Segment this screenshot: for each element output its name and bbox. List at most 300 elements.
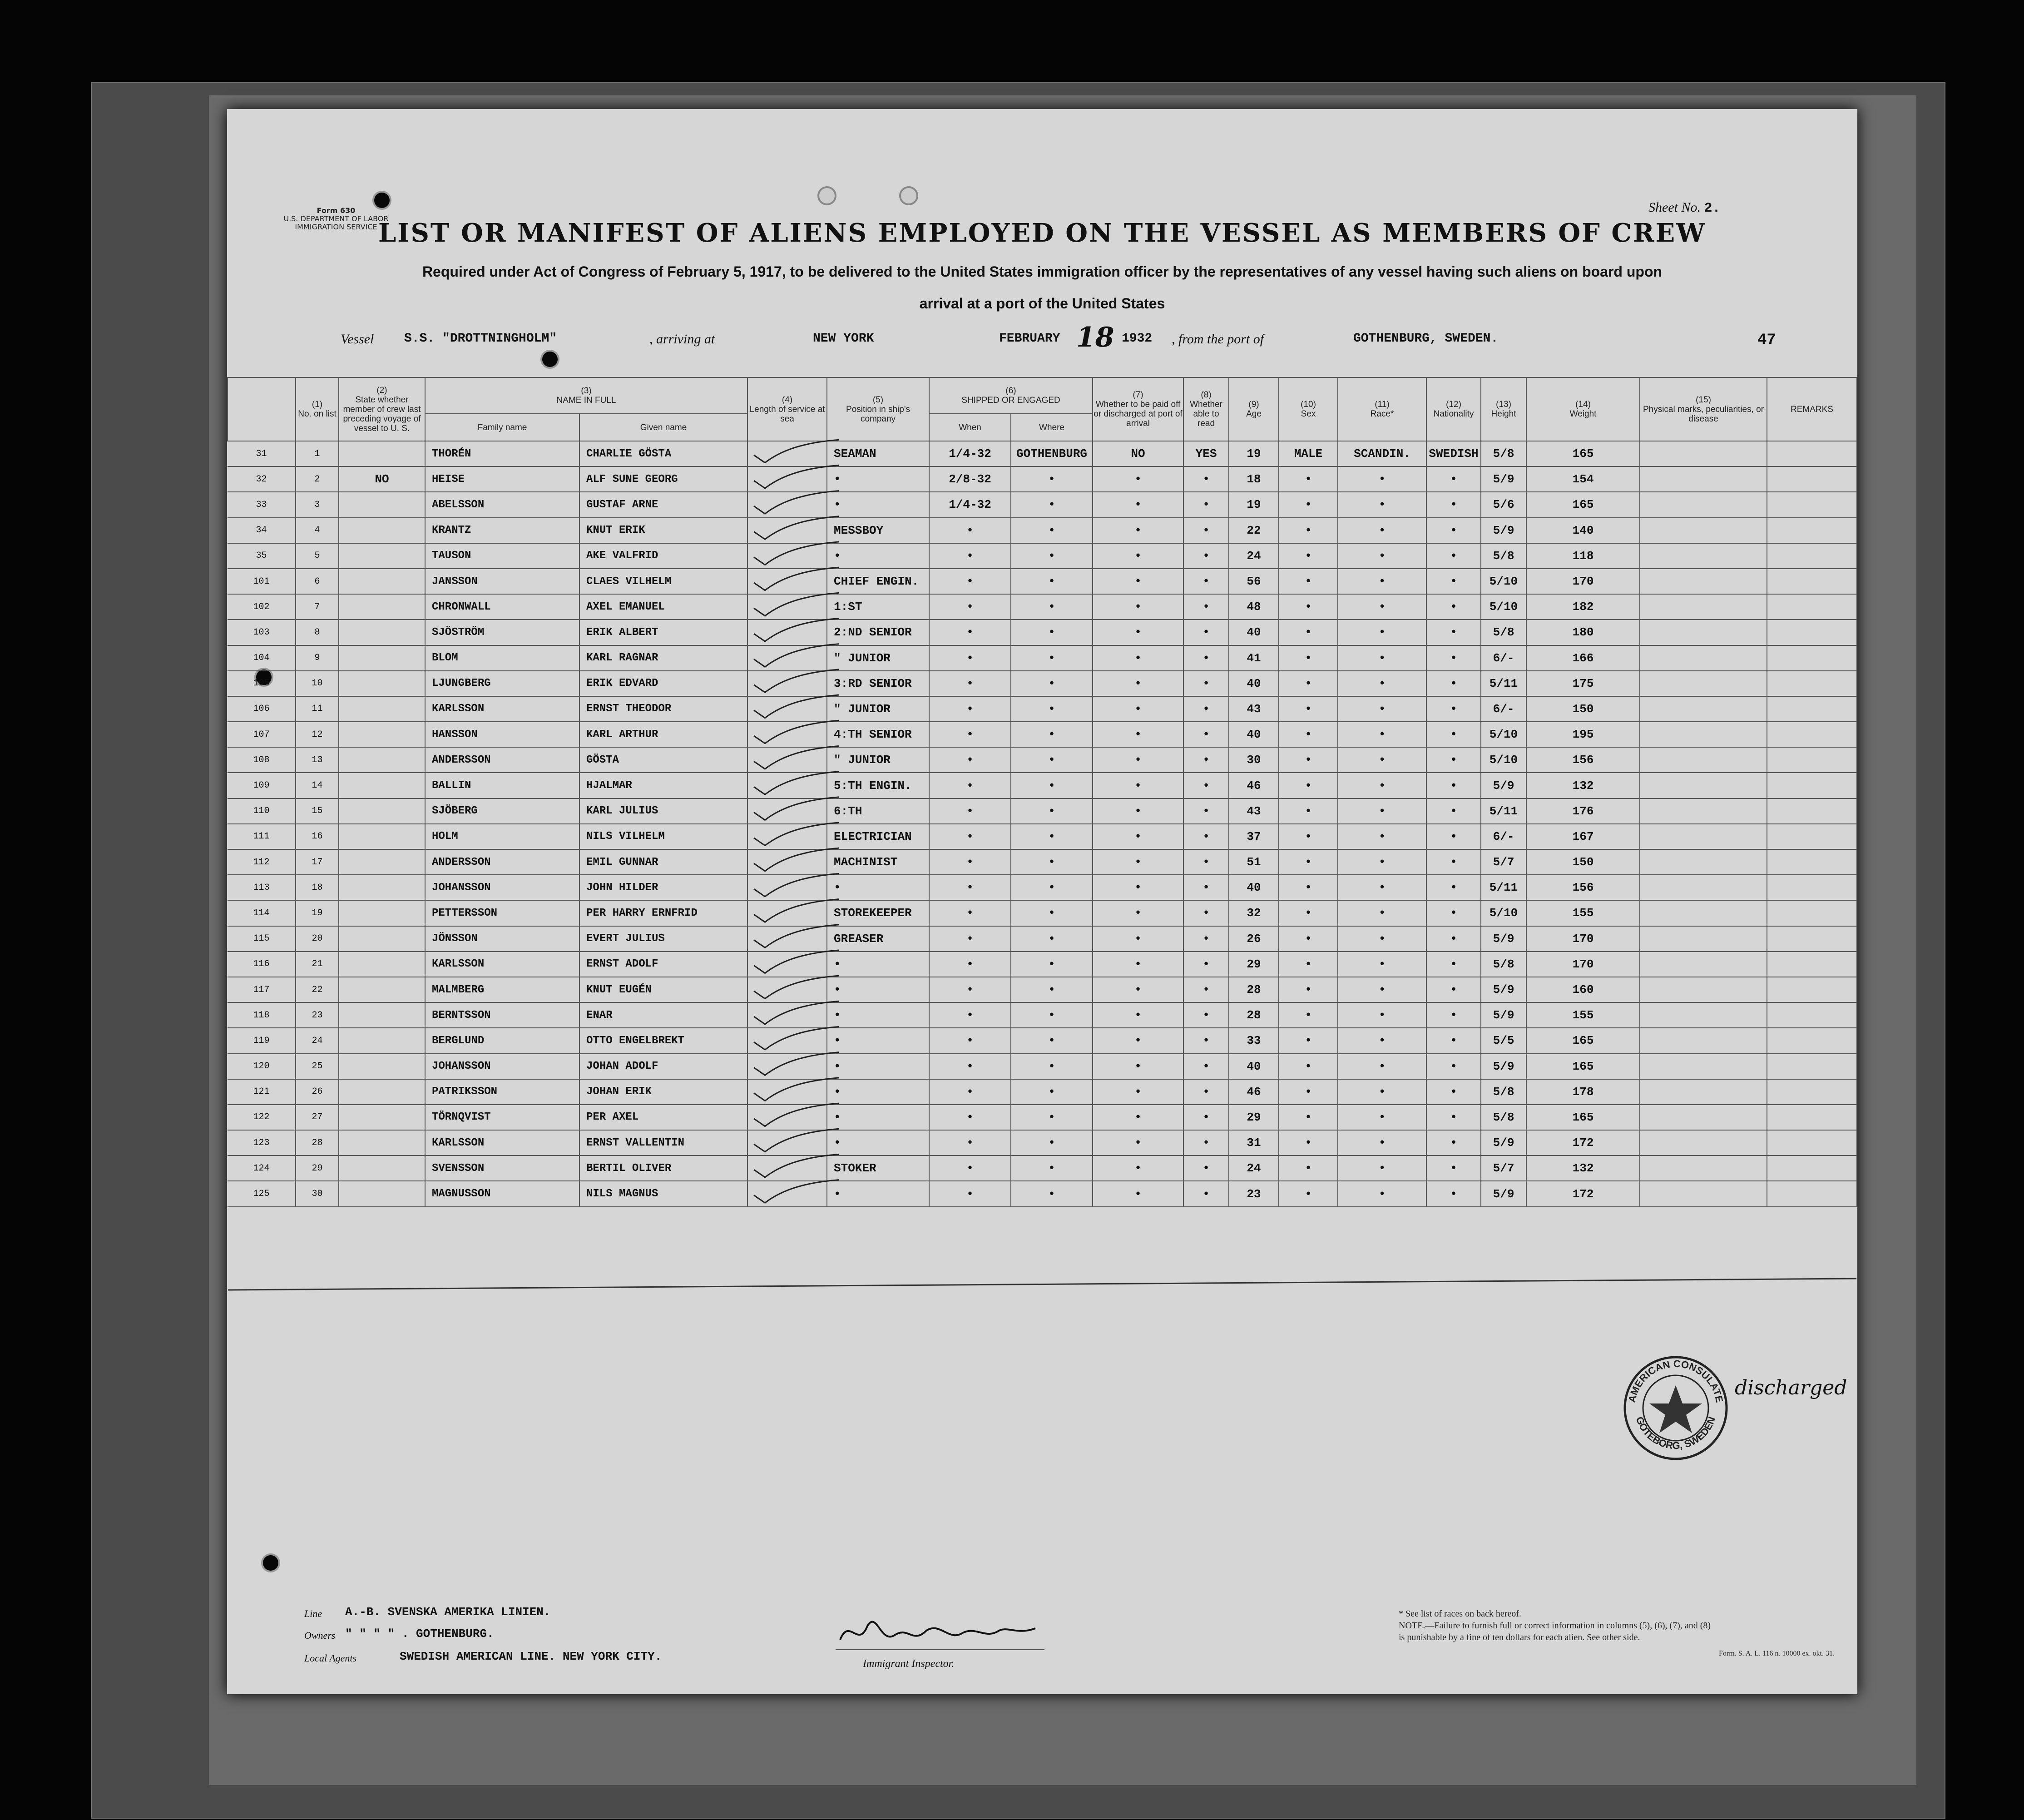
weight-cell: 182 (1526, 594, 1640, 620)
table-row (228, 645, 1857, 671)
margin-number-cell: 114 (228, 900, 296, 926)
height-cell: 5/7 (1481, 849, 1526, 875)
able-to-read-cell (1183, 569, 1229, 594)
height-cell: 5/7 (1481, 1155, 1526, 1181)
margin-number-cell: 34 (228, 518, 296, 543)
race-cell (1338, 569, 1426, 594)
given-name-cell: KNUT EUGÉN (579, 977, 747, 1002)
given-name-cell: ERNST VALLENTIN (579, 1130, 747, 1155)
physical-marks-cell (1640, 849, 1767, 875)
stamp-top-text: AMERICAN CONSULATE (1626, 1358, 1726, 1403)
previous-voyage-cell (339, 696, 425, 722)
margin-number-cell: 35 (228, 543, 296, 569)
remarks-cell (1767, 875, 1857, 900)
family-name-cell: KARLSSON (425, 1130, 579, 1155)
table-row (228, 441, 1857, 466)
height-cell: 5/9 (1481, 466, 1526, 492)
list-number-cell: 8 (296, 620, 339, 645)
given-name-cell: ERNST THEODOR (579, 696, 747, 722)
shipped-where-cell (1011, 875, 1093, 900)
margin-header (228, 377, 296, 441)
race-cell (1338, 1079, 1426, 1105)
remark-discharged: discharged (1735, 1376, 1847, 1399)
position-cell (827, 1105, 929, 1130)
remarks-cell (1767, 620, 1857, 645)
punch-hole (817, 186, 836, 205)
given-name-cell: EVERT JULIUS (579, 926, 747, 952)
service-length-cell (747, 441, 827, 466)
age-cell: 40 (1229, 722, 1279, 747)
margin-number-cell: 118 (228, 1002, 296, 1028)
list-number-cell: 16 (296, 824, 339, 849)
physical-marks-cell (1640, 569, 1767, 594)
list-number-cell: 6 (296, 569, 339, 594)
table-row (228, 569, 1857, 594)
table-row (228, 926, 1857, 952)
given-name-cell: KNUT ERIK (579, 518, 747, 543)
shipped-where-cell (1011, 1181, 1093, 1206)
family-name-header: Family name (425, 414, 579, 441)
shipped-where-cell (1011, 926, 1093, 952)
height-cell: 5/8 (1481, 1105, 1526, 1130)
family-name-cell: ANDERSSON (425, 747, 579, 773)
height-cell: 5/8 (1481, 1079, 1526, 1105)
nationality-cell (1426, 1130, 1481, 1155)
shipped-where-cell (1011, 492, 1093, 517)
able-to-read-cell (1183, 1079, 1229, 1105)
arrival-day: 18 (1076, 322, 1114, 353)
service-length-cell (747, 1130, 827, 1155)
race-cell (1338, 645, 1426, 671)
shipped-where-cell (1011, 952, 1093, 977)
position-cell (827, 1079, 929, 1105)
weight-cell: 175 (1526, 671, 1640, 696)
position-cell: 1:ST (827, 594, 929, 620)
position-cell (827, 875, 929, 900)
weight-cell: 167 (1526, 824, 1640, 849)
stamp-bottom-text: GÖTEBORG, SWEDEN (1633, 1415, 1718, 1452)
weight-cell: 165 (1526, 1028, 1640, 1053)
weight-cell: 150 (1526, 849, 1640, 875)
service-length-cell (747, 569, 827, 594)
service-length-cell (747, 1054, 827, 1079)
able-to-read-cell (1183, 722, 1229, 747)
arriving-port: NEW YORK (813, 332, 874, 346)
given-name-cell: GÖSTA (579, 747, 747, 773)
sheet-label: Sheet No. (1648, 200, 1701, 215)
height-cell: 5/9 (1481, 1002, 1526, 1028)
shipped-where-cell: GOTHENBURG (1011, 441, 1093, 466)
sex-cell (1279, 696, 1338, 722)
service-length-cell (747, 671, 827, 696)
sex-cell (1279, 1130, 1338, 1155)
family-name-cell: SJÖSTRÖM (425, 620, 579, 645)
age-cell: 19 (1229, 441, 1279, 466)
col9-header: (9) Age (1229, 377, 1279, 441)
physical-marks-cell (1640, 773, 1767, 798)
sex-cell (1279, 952, 1338, 977)
paid-off-cell (1093, 849, 1183, 875)
weight-cell: 160 (1526, 977, 1640, 1002)
physical-marks-cell (1640, 696, 1767, 722)
position-cell: MESSBOY (827, 518, 929, 543)
service-length-cell (747, 900, 827, 926)
height-cell: 5/8 (1481, 441, 1526, 466)
position-cell: STOREKEEPER (827, 900, 929, 926)
agents-label: Local Agents (304, 1652, 357, 1664)
table-row (228, 1105, 1857, 1130)
weight-cell: 165 (1526, 492, 1640, 517)
previous-voyage-cell (339, 900, 425, 926)
family-name-cell: MALMBERG (425, 977, 579, 1002)
consulate-stamp (1621, 1354, 1730, 1463)
able-to-read-cell (1183, 466, 1229, 492)
col4-header: (4) Length of service at sea (747, 377, 827, 441)
race-cell (1338, 543, 1426, 569)
form-code: Form. S. A. L. 116 n. 10000 ex. okt. 31. (1719, 1650, 1835, 1657)
service-length-cell (747, 1002, 827, 1028)
shipped-where-cell (1011, 671, 1093, 696)
height-cell: 5/10 (1481, 747, 1526, 773)
service-length-cell (747, 875, 827, 900)
age-cell: 28 (1229, 1002, 1279, 1028)
remarks-cell (1767, 747, 1857, 773)
weight-cell: 172 (1526, 1181, 1640, 1206)
shipped-where-cell (1011, 543, 1093, 569)
able-to-read-cell (1183, 696, 1229, 722)
family-name-cell: MAGNUSSON (425, 1181, 579, 1206)
service-length-cell (747, 1079, 827, 1105)
sex-cell (1279, 1054, 1338, 1079)
race-cell (1338, 466, 1426, 492)
arriving-label: , arriving at (649, 332, 715, 347)
family-name-cell: JANSSON (425, 569, 579, 594)
age-cell: 19 (1229, 492, 1279, 517)
margin-number-cell: 102 (228, 594, 296, 620)
shipped-where-cell (1011, 569, 1093, 594)
remarks-cell (1767, 441, 1857, 466)
family-name-cell: TAUSON (425, 543, 579, 569)
given-name-cell: NILS VILHELM (579, 824, 747, 849)
sex-cell (1279, 722, 1338, 747)
paid-off-cell (1093, 773, 1183, 798)
weight-cell: 156 (1526, 875, 1640, 900)
owners-label: Owners (304, 1630, 336, 1641)
family-name-cell: JOHANSSON (425, 1054, 579, 1079)
height-cell: 5/9 (1481, 1181, 1526, 1206)
family-name-cell: PETTERSSON (425, 900, 579, 926)
given-name-cell: KARL ARTHUR (579, 722, 747, 747)
col14-header: (14) Weight (1526, 377, 1640, 441)
sex-cell (1279, 849, 1338, 875)
shipped-where-cell (1011, 1054, 1093, 1079)
remarks-cell (1767, 773, 1857, 798)
remarks-cell (1767, 1181, 1857, 1206)
sex-cell (1279, 900, 1338, 926)
col12-header: (12) Nationality (1426, 377, 1481, 441)
table-row (228, 492, 1857, 517)
shipped-where-cell (1011, 696, 1093, 722)
nationality-cell (1426, 900, 1481, 926)
table-row (228, 952, 1857, 977)
paid-off-cell (1093, 798, 1183, 824)
list-number-cell: 13 (296, 747, 339, 773)
margin-number-cell: 105 (228, 671, 296, 696)
family-name-cell: ANDERSSON (425, 849, 579, 875)
margin-number-cell: 108 (228, 747, 296, 773)
shipped-where-cell (1011, 1130, 1093, 1155)
paid-off-cell (1093, 1105, 1183, 1130)
paid-off-cell (1093, 492, 1183, 517)
previous-voyage-cell (339, 569, 425, 594)
manifest-footer (227, 1599, 1857, 1690)
shipped-where-cell (1011, 849, 1093, 875)
family-name-cell: KARLSSON (425, 696, 579, 722)
position-cell: CHIEF ENGIN. (827, 569, 929, 594)
department: U.S. DEPARTMENT OF LABOR (283, 214, 389, 223)
table-row (228, 466, 1857, 492)
remarks-cell (1767, 518, 1857, 543)
position-cell (827, 492, 929, 517)
sex-cell (1279, 1155, 1338, 1181)
table-row (228, 1079, 1857, 1105)
service-length-cell (747, 620, 827, 645)
table-row (228, 849, 1857, 875)
family-name-cell: KARLSSON (425, 952, 579, 977)
margin-number-cell: 113 (228, 875, 296, 900)
paid-off-cell (1093, 620, 1183, 645)
crew-rows (228, 441, 1857, 1207)
shipped-when-cell (929, 696, 1011, 722)
vessel-name: S.S. "DROTTNINGHOLM" (404, 332, 557, 346)
nationality-cell (1426, 926, 1481, 952)
remarks-cell (1767, 671, 1857, 696)
height-cell: 5/9 (1481, 1130, 1526, 1155)
able-to-read-cell (1183, 977, 1229, 1002)
given-name-cell: CHARLIE GÖSTA (579, 441, 747, 466)
remarks-cell (1767, 1002, 1857, 1028)
list-number-cell: 20 (296, 926, 339, 952)
service-length-cell (747, 722, 827, 747)
margin-number-cell: 110 (228, 798, 296, 824)
previous-voyage-cell (339, 1002, 425, 1028)
family-name-cell: JÖNSSON (425, 926, 579, 952)
weight-cell: 154 (1526, 466, 1640, 492)
age-cell: 29 (1229, 1105, 1279, 1130)
vessel-label: Vessel (341, 332, 374, 347)
able-to-read-cell (1183, 645, 1229, 671)
shipped-when-cell (929, 671, 1011, 696)
paid-off-cell (1093, 900, 1183, 926)
previous-voyage-cell (339, 798, 425, 824)
list-number-cell: 28 (296, 1130, 339, 1155)
physical-marks-cell (1640, 620, 1767, 645)
given-name-cell: PER HARRY ERNFRID (579, 900, 747, 926)
margin-number-cell: 33 (228, 492, 296, 517)
list-number-cell: 14 (296, 773, 339, 798)
table-row (228, 1028, 1857, 1053)
margin-number-cell: 120 (228, 1054, 296, 1079)
age-cell: 31 (1229, 1130, 1279, 1155)
position-cell: STOKER (827, 1155, 929, 1181)
position-cell (827, 1130, 929, 1155)
shipped-when-cell: 1/4-32 (929, 492, 1011, 517)
paid-off-cell (1093, 747, 1183, 773)
shipped-where-cell (1011, 1002, 1093, 1028)
shipped-when-cell (929, 747, 1011, 773)
previous-voyage-cell (339, 518, 425, 543)
paid-off-cell (1093, 1155, 1183, 1181)
margin-number-cell: 119 (228, 1028, 296, 1053)
col1-header: (1) No. on list (296, 377, 339, 441)
physical-marks-cell (1640, 1130, 1767, 1155)
able-to-read-cell (1183, 671, 1229, 696)
age-cell: 41 (1229, 645, 1279, 671)
remarks-cell (1767, 696, 1857, 722)
able-to-read-cell (1183, 747, 1229, 773)
table-row (228, 518, 1857, 543)
remarks-cell (1767, 824, 1857, 849)
margin-number-cell: 117 (228, 977, 296, 1002)
able-to-read-cell (1183, 1155, 1229, 1181)
age-cell: 40 (1229, 671, 1279, 696)
table-row (228, 747, 1857, 773)
nationality-cell (1426, 594, 1481, 620)
margin-number-cell: 103 (228, 620, 296, 645)
table-row (228, 824, 1857, 849)
age-cell: 51 (1229, 849, 1279, 875)
nationality-cell (1426, 543, 1481, 569)
position-cell (827, 1002, 929, 1028)
shipped-where-cell (1011, 1079, 1093, 1105)
position-cell (827, 1054, 929, 1079)
given-name-cell: NILS MAGNUS (579, 1181, 747, 1206)
shipped-when-cell (929, 1079, 1011, 1105)
family-name-cell: THORÉN (425, 441, 579, 466)
margin-number-cell: 109 (228, 773, 296, 798)
height-cell: 5/9 (1481, 1054, 1526, 1079)
previous-voyage-cell (339, 1054, 425, 1079)
sex-cell (1279, 492, 1338, 517)
nationality-cell (1426, 518, 1481, 543)
able-to-read-cell (1183, 952, 1229, 977)
given-name-cell: JOHAN ERIK (579, 1079, 747, 1105)
weight-cell: 165 (1526, 1105, 1640, 1130)
paid-off-cell (1093, 1079, 1183, 1105)
table-row (228, 543, 1857, 569)
position-cell: GREASER (827, 926, 929, 952)
shipped-when-cell (929, 1130, 1011, 1155)
from-port: GOTHENBURG, SWEDEN. (1353, 332, 1499, 346)
subtitle-line-2: arrival at a port of the United States (919, 295, 1165, 312)
col11-header: (11) Race* (1338, 377, 1426, 441)
sex-cell (1279, 594, 1338, 620)
paid-off-cell (1093, 1130, 1183, 1155)
remarks-cell (1767, 798, 1857, 824)
list-number-cell: 29 (296, 1155, 339, 1181)
list-number-cell: 21 (296, 952, 339, 977)
shipped-where-cell (1011, 773, 1093, 798)
remarks-cell (1767, 977, 1857, 1002)
note-races: * See list of races on back hereof. (1399, 1609, 1521, 1619)
family-name-cell: HANSSON (425, 722, 579, 747)
weight-cell: 170 (1526, 569, 1640, 594)
paid-off-cell (1093, 1002, 1183, 1028)
given-name-cell: KARL RAGNAR (579, 645, 747, 671)
service-length-cell (747, 952, 827, 977)
physical-marks-cell (1640, 645, 1767, 671)
weight-cell: 155 (1526, 900, 1640, 926)
age-cell: 22 (1229, 518, 1279, 543)
shipped-when-cell (929, 1181, 1011, 1206)
weight-cell: 170 (1526, 952, 1640, 977)
service-length-cell (747, 849, 827, 875)
paid-off-cell: NO (1093, 441, 1183, 466)
list-number-cell: 2 (296, 466, 339, 492)
age-cell: 18 (1229, 466, 1279, 492)
margin-number-cell: 116 (228, 952, 296, 977)
remarks-cell (1767, 645, 1857, 671)
family-name-cell: JOHANSSON (425, 875, 579, 900)
table-row (228, 773, 1857, 798)
shipped-where-cell (1011, 798, 1093, 824)
race-cell (1338, 1155, 1426, 1181)
given-name-cell: CLAES VILHELM (579, 569, 747, 594)
remarks-cell (1767, 492, 1857, 517)
height-cell: 6/- (1481, 645, 1526, 671)
position-cell: " JUNIOR (827, 645, 929, 671)
nationality-cell (1426, 1181, 1481, 1206)
inspector-signature (836, 1612, 1044, 1653)
weight-cell: 156 (1526, 747, 1640, 773)
margin-number-cell: 124 (228, 1155, 296, 1181)
nationality-cell (1426, 492, 1481, 517)
family-name-cell: KRANTZ (425, 518, 579, 543)
given-name-cell: JOHAN ADOLF (579, 1054, 747, 1079)
previous-voyage-cell (339, 977, 425, 1002)
family-name-cell: HOLM (425, 824, 579, 849)
crew-table (227, 377, 1857, 1207)
physical-marks-cell (1640, 952, 1767, 977)
given-name-cell: ERIK EDVARD (579, 671, 747, 696)
paid-off-cell (1093, 518, 1183, 543)
table-row (228, 1155, 1857, 1181)
position-cell (827, 466, 929, 492)
sex-cell (1279, 543, 1338, 569)
position-cell: SEAMAN (827, 441, 929, 466)
remarks-cell (1767, 594, 1857, 620)
previous-voyage-cell (339, 645, 425, 671)
margin-number-cell: 31 (228, 441, 296, 466)
service-length-cell (747, 798, 827, 824)
service-length-cell (747, 926, 827, 952)
given-name-cell: PER AXEL (579, 1105, 747, 1130)
list-number-cell: 1 (296, 441, 339, 466)
paid-off-cell (1093, 926, 1183, 952)
shipped-when-cell (929, 926, 1011, 952)
family-name-cell: HEISE (425, 466, 579, 492)
position-cell: 2:ND SENIOR (827, 620, 929, 645)
sex-cell (1279, 1181, 1338, 1206)
physical-marks-cell (1640, 875, 1767, 900)
remarks-cell (1767, 569, 1857, 594)
previous-voyage-cell (339, 952, 425, 977)
paid-off-cell (1093, 722, 1183, 747)
table-row (228, 1054, 1857, 1079)
paid-off-cell (1093, 952, 1183, 977)
previous-voyage-cell (339, 1130, 425, 1155)
previous-voyage-cell (339, 492, 425, 517)
